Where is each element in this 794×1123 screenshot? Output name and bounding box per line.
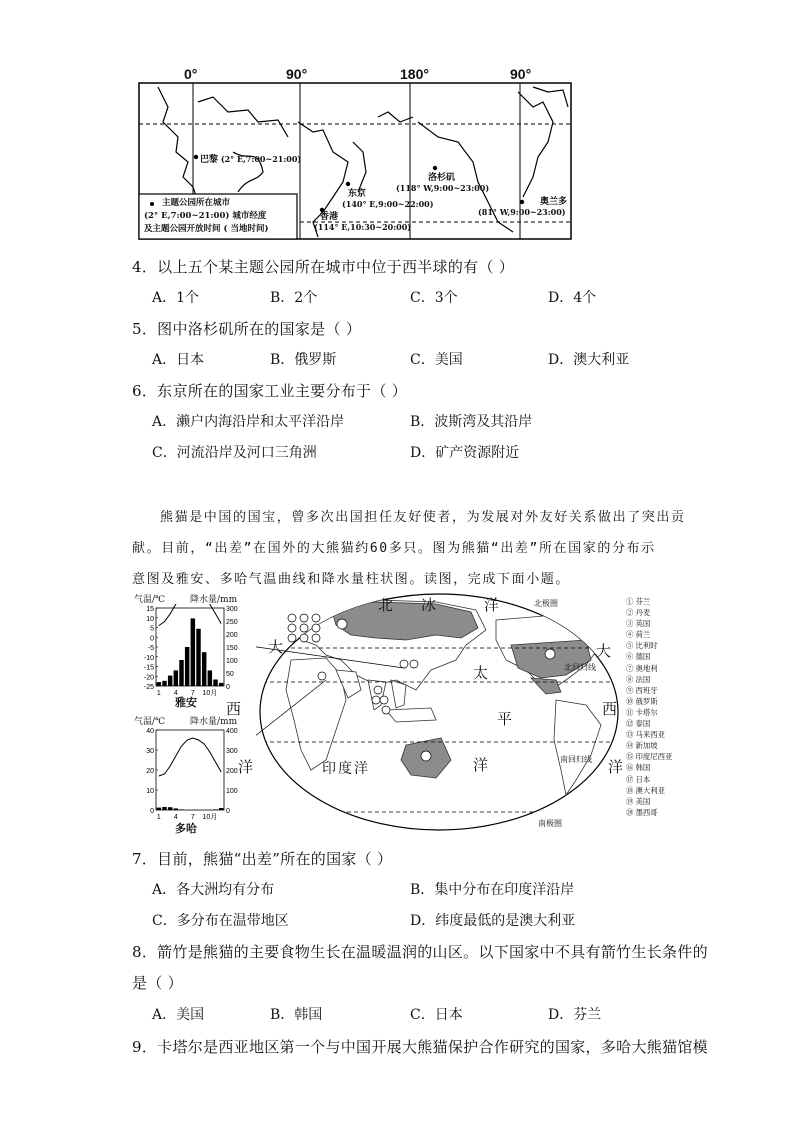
ocean-label-yang-5: 洋 [354, 761, 368, 777]
precip-tick-label: 200 [226, 768, 238, 775]
lon-label-180: 180° [400, 66, 429, 82]
legend-country: ② 丹麦 [626, 608, 651, 618]
legend-country: ⑩ 俄罗斯 [626, 696, 658, 706]
temp-tick-label: 20 [146, 768, 154, 775]
lon-label-0: 0° [184, 66, 198, 82]
temp-tick-label: 0 [150, 635, 154, 643]
q4-option-d[interactable]: D．4个 [548, 290, 597, 306]
temp-tick-label: -25 [143, 684, 154, 691]
precip-bar [219, 683, 223, 686]
legend-country: ① 芬兰 [626, 597, 651, 606]
city-name: 东京 [348, 189, 367, 199]
city-name: 奥兰多 [540, 197, 568, 207]
legend-line-3: 及主题公园开放时间 ( 当地时间) [144, 224, 269, 234]
month-tick-label: 10月 [202, 814, 218, 821]
question-6-stem: 6．东京所在的国家工业主要分布于（ ） [132, 382, 408, 400]
ocean-label-tai: 太 [473, 664, 489, 682]
yaan-plot [130, 604, 250, 696]
q6-option-d[interactable]: D．矿产资源附近 [410, 445, 520, 461]
doha-city-name: 多哈 [175, 822, 197, 835]
ocean-label-xi-1: 西 [226, 700, 242, 718]
month-tick-label: 7 [190, 814, 195, 821]
precip-bar [157, 682, 161, 686]
precip-bar [213, 680, 217, 687]
legend-country: ③ 英国 [626, 619, 651, 629]
temp-tick-label: 10 [146, 615, 154, 623]
ocean-label-yang-1: 洋 [484, 596, 500, 614]
question-9-stem: 9．卡塔尔是西亚地区第一个与中国开展大熊猫保护合作研究的国家，多哈大熊猫馆模 [132, 1038, 708, 1056]
question-8-stem-cont: 是（ ） [132, 974, 183, 992]
q8-option-a[interactable]: A．美国 [152, 1007, 205, 1023]
world-map-graphic [256, 590, 622, 834]
passage-line-1: 熊猫是中国的国宝，曾多次出国担任友好使者，为发展对外友好关系做出了突出贡 [160, 510, 686, 525]
city-info: (140° E,9:00~22:00) [342, 199, 434, 209]
city-losangeles [396, 170, 489, 193]
plot-frame [156, 730, 224, 810]
precip-tick-label: 400 [226, 728, 238, 735]
precip-tick-label: 50 [226, 671, 234, 678]
tropic-of-capricorn-label: 南回归线 [560, 755, 592, 764]
ocean-label-yang-3: 洋 [473, 756, 489, 774]
legend-country: ⑥ 德国 [626, 652, 651, 662]
arctic-circle-label: 北极圈 [534, 599, 558, 608]
panda-country-legend [626, 596, 672, 818]
temp-tick-label: 30 [146, 748, 154, 755]
legend-country: ⑯ 韩国 [626, 763, 651, 773]
month-tick-label: 7 [190, 690, 195, 696]
temp-curve [159, 604, 221, 626]
city-name: 洛杉矶 [428, 173, 456, 183]
month-tick-label: 4 [173, 814, 178, 821]
precip-bar [191, 618, 195, 686]
legend-country: ⑤ 比利时 [626, 641, 658, 651]
month-tick-label: 1 [156, 814, 161, 821]
question-8-stem: 8．箭竹是熊猫的主要食物生长在温暖温润的山区。以下国家中不具有箭竹生长条件的 [132, 943, 708, 961]
precip-bar [162, 807, 166, 810]
ocean-label-da-1: 大 [268, 638, 284, 656]
city-orlando [478, 194, 567, 217]
precip-tick-label: 200 [226, 632, 238, 639]
question-5-stem: 5．图中洛杉矶所在的国家是（ ） [132, 320, 362, 338]
q4-option-a[interactable]: A．1个 [152, 290, 200, 306]
precip-tick-label: 250 [226, 619, 238, 626]
precip-bar [202, 652, 206, 686]
tropic-of-cancer-label: 北回归线 [564, 663, 596, 672]
antarctic-circle-label: 南极圈 [538, 819, 562, 828]
q5-option-d[interactable]: D．澳大利亚 [548, 352, 630, 368]
legend-country: ⑰ 日本 [626, 774, 651, 784]
ocean-label-bei: 北 [378, 596, 394, 614]
q7-option-d[interactable]: D．纬度最低的是澳大利亚 [410, 913, 576, 929]
city-info: (81° W,9:00~23:00) [478, 207, 566, 217]
lon-label-90e: 90° [286, 66, 308, 82]
precip-bar [219, 808, 223, 810]
q6-option-a[interactable]: A．濑户内海沿岸和太平洋沿岸 [152, 414, 345, 430]
precip-tick-label: 100 [226, 788, 238, 795]
precip-bar [213, 809, 217, 810]
month-tick-label: 1 [156, 690, 161, 696]
legend-country: ⑳ 墨西哥 [626, 807, 658, 817]
q6-option-b[interactable]: B．波斯湾及其沿岸 [410, 414, 533, 430]
q5-option-c[interactable]: C．美国 [410, 352, 463, 368]
legend-line-2: (2° E,7:00~21:00) 城市经度 [144, 211, 267, 221]
temp-tick-label: -10 [143, 654, 154, 662]
temp-tick-label: 15 [146, 606, 154, 613]
q7-option-c[interactable]: C．多分布在温带地区 [152, 913, 289, 929]
precip-tick-label: 100 [226, 658, 238, 665]
ocean-label-yang-2: 洋 [238, 758, 254, 776]
question-4-stem: 4．以上五个某主题公园所在城市中位于西半球的有（ ） [132, 258, 515, 276]
precip-tick-label: 300 [226, 748, 238, 755]
passage-line-2: 献。目前，“出差”在国外的大熊猫约60多只。图为熊猫“出差”所在国家的分布示 [132, 541, 656, 556]
month-tick-label: 10月 [202, 690, 218, 696]
legend-country: ⑬ 马来西亚 [626, 730, 666, 740]
precip-tick-label: 300 [226, 606, 238, 613]
precip-tick-label: 0 [226, 684, 230, 691]
precip-bar [174, 808, 178, 810]
climate-chart-doha [130, 714, 250, 834]
precip-bar [196, 629, 200, 686]
temp-tick-label: 40 [146, 728, 154, 735]
doha-precip-axis-label: 降水量/mm [190, 717, 238, 727]
q6-option-c[interactable]: C．河流沿岸及河口三角洲 [152, 445, 317, 461]
q7-option-a[interactable]: A．各大洲均有分布 [152, 882, 275, 898]
ocean-label-bing: 冰 [421, 596, 437, 614]
legend-country: ⑧ 法国 [626, 674, 651, 684]
climate-chart-yaan [130, 592, 250, 710]
ocean-label-xi-2: 西 [602, 700, 618, 718]
legend-line-1: 主题公园所在城市 [162, 198, 231, 208]
q8-option-d[interactable]: D．芬兰 [548, 1007, 602, 1023]
city-info: (114° E,10:30~20:00) [314, 222, 412, 232]
theme-park-map [138, 66, 572, 242]
precip-tick-label: 150 [226, 645, 238, 652]
temp-tick-label: -20 [143, 674, 154, 682]
legend-country: ⑮ 印度尼西亚 [626, 752, 673, 762]
doha-plot [130, 726, 250, 822]
city-name: 香港 [320, 212, 339, 222]
city-paris [200, 152, 301, 165]
question-7-stem: 7．目前，熊猫“出差”所在的国家（ ） [132, 850, 393, 868]
yaan-city-name: 雅安 [175, 696, 197, 709]
precip-bar [208, 670, 212, 686]
legend-country: ④ 荷兰 [626, 630, 651, 640]
q8-option-b[interactable]: B．韩国 [270, 1007, 323, 1023]
precip-bar [179, 660, 183, 686]
ocean-label-yang-4: 洋 [608, 758, 624, 776]
precip-tick-label: 0 [226, 808, 230, 815]
yaan-temp-axis-label: 气温/℃ [134, 595, 166, 605]
legend-country: ⑨ 西班牙 [626, 685, 658, 695]
precip-bar [157, 808, 161, 810]
q5-option-b[interactable]: B．俄罗斯 [270, 352, 337, 368]
map1-legend [144, 197, 268, 236]
city-info: (118° W,9:00~23:00) [396, 183, 490, 193]
temp-tick-label: -15 [143, 664, 154, 672]
ocean-label-yin: 印 [322, 761, 336, 777]
legend-country: ⑲ 美国 [626, 796, 651, 806]
precip-bar [185, 647, 189, 686]
temp-tick-label: -5 [147, 645, 154, 652]
q4-option-c[interactable]: C．3个 [410, 290, 458, 306]
precip-bar [168, 807, 172, 810]
temp-tick-label: 0 [150, 808, 154, 815]
legend-country: ⑪ 卡塔尔 [626, 707, 658, 717]
q4-option-b[interactable]: B．2个 [270, 290, 318, 306]
month-tick-label: 4 [173, 690, 178, 696]
ocean-label-da-2: 大 [596, 642, 612, 660]
yaan-precip-axis-label: 降水量/mm [190, 595, 238, 605]
precip-bar [168, 676, 172, 686]
lon-label-90w: 90° [510, 66, 532, 82]
city-name: 巴黎 [200, 155, 219, 165]
legend-country: ⑫ 泰国 [626, 719, 651, 729]
q8-option-c[interactable]: C．日本 [410, 1007, 463, 1023]
temp-curve [159, 738, 221, 776]
city-info: (2° E,7:00~21:00) [220, 154, 302, 164]
q7-option-b[interactable]: B．集中分布在印度洋沿岸 [410, 882, 575, 898]
passage-line-3: 意图及雅安、多哈气温曲线和降水量柱状图。读图，完成下面小题。 [132, 572, 571, 587]
ocean-label-ping: 平 [497, 710, 513, 728]
legend-country: ⑱ 澳大利亚 [626, 785, 666, 795]
legend-country: ⑦ 奥地利 [626, 663, 658, 673]
city-hongkong [314, 209, 411, 232]
ocean-label-du: 度 [338, 761, 352, 777]
doha-temp-axis-label: 气温/℃ [134, 717, 166, 727]
temp-tick-label: 5 [150, 625, 154, 633]
legend-country: ⑭ 新加坡 [626, 741, 658, 751]
precip-bar [174, 670, 178, 686]
q5-option-a[interactable]: A．日本 [152, 352, 205, 368]
temp-tick-label: 10 [146, 788, 154, 795]
precip-bar [162, 681, 166, 686]
precip-bar [179, 809, 183, 810]
